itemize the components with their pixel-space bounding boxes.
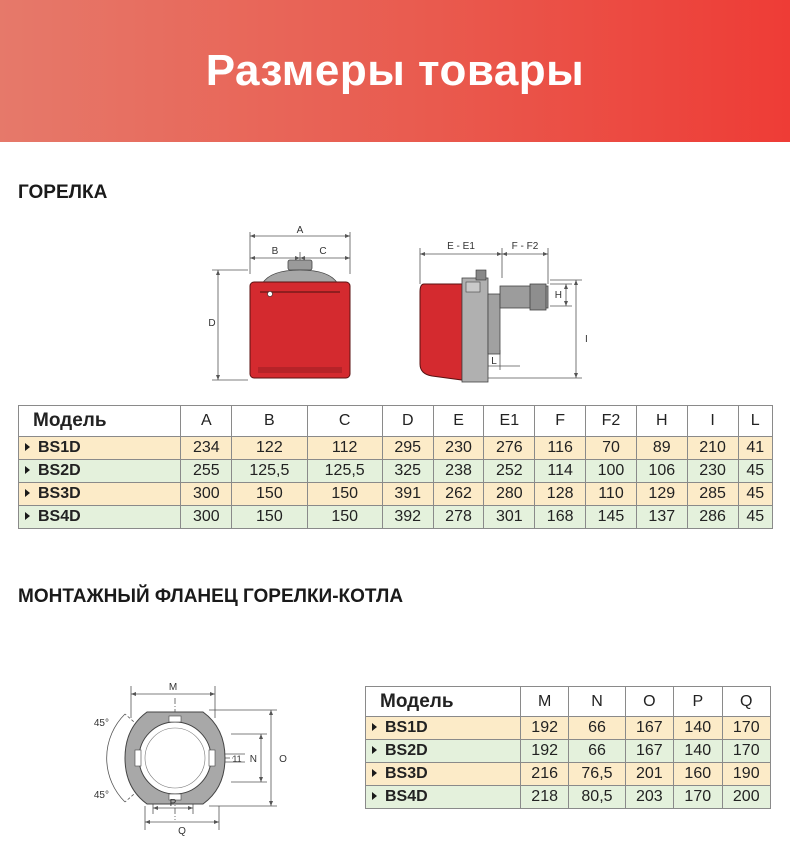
dimension-o-label: O [279,754,287,765]
table-cell: 210 [687,437,738,460]
table-header-cell: F2 [586,406,637,437]
table-header-cell: D [382,406,433,437]
table-cell: 41 [738,437,773,460]
table-cell: 192 [520,740,568,763]
dimension-d-label: D [208,318,216,329]
table-cell: 255 [181,460,232,483]
dimension-q-label: Q [178,826,186,837]
table-cell: 112 [307,437,382,460]
table-cell: 170 [674,786,722,809]
table-cell: 300 [181,506,232,529]
table-cell: 70 [586,437,637,460]
dimension-l-label: L [491,356,497,367]
dimension-i-label: I [585,334,588,345]
triangle-right-icon [25,512,30,520]
table-cell: 238 [433,460,484,483]
dimension-f-label: F - F2 [511,241,539,252]
dimension-a-label: A [296,225,304,236]
table-cell: 125,5 [307,460,382,483]
table-header-cell: Модель [366,687,521,717]
model-name: BS4D [385,788,428,805]
table-cell: 167 [625,717,673,740]
table-cell: 150 [232,483,307,506]
table-cell: 100 [586,460,637,483]
table-header-cell: A [181,406,232,437]
table-cell: 122 [232,437,307,460]
dimension-11-label: 11 [232,754,242,764]
table-cell: 140 [674,717,722,740]
flange-diagram [85,678,300,838]
table-cell: 200 [722,786,771,809]
table-cell: 167 [625,740,673,763]
table-row [366,786,771,809]
table-row [19,460,773,483]
table-header-cell: C [307,406,382,437]
table-cell: 66 [569,740,625,763]
table-row [366,740,771,763]
burner-side-diagram [410,238,600,388]
section-title-burner: ГОРЕЛКА [18,182,108,203]
table-cell: 216 [520,763,568,786]
page-title: Размеры товары [205,46,585,95]
model-name: BS2D [38,462,81,479]
table-header-cell: Q [722,687,771,717]
model-name: BS1D [38,439,81,456]
table-cell: 301 [484,506,535,529]
dimension-h-label: H [554,290,562,301]
table-header-cell: O [625,687,673,717]
table-cell: 391 [382,483,433,506]
model-name: BS3D [38,485,81,502]
burner-front-diagram [200,222,360,387]
table-cell: 45 [738,460,773,483]
model-cell [366,786,521,809]
table-cell: 170 [722,717,771,740]
table-cell: 89 [636,437,687,460]
table-cell: 252 [484,460,535,483]
table-cell: 76,5 [569,763,625,786]
triangle-right-icon [372,769,377,777]
flange-dimensions-table [365,686,771,809]
table-header-cell: Модель [19,406,181,437]
table-header-cell: P [674,687,722,717]
table-cell: 280 [484,483,535,506]
page-banner [0,0,790,142]
table-cell: 160 [674,763,722,786]
table-cell: 80,5 [569,786,625,809]
model-cell [19,437,181,460]
model-cell [19,460,181,483]
table-header-row [19,406,773,437]
dimension-b-label: B [271,246,279,257]
table-cell: 170 [722,740,771,763]
table-cell: 110 [586,483,637,506]
model-name: BS3D [385,765,428,782]
model-cell [366,740,521,763]
table-cell: 230 [433,437,484,460]
table-cell: 45 [738,506,773,529]
table-cell: 106 [636,460,687,483]
dimension-c-label: C [319,246,327,257]
table-header-cell: F [535,406,586,437]
table-cell: 234 [181,437,232,460]
dimension-m-label: M [168,682,178,693]
dimension-n-label: N [249,754,257,765]
table-cell: 129 [636,483,687,506]
table-cell: 286 [687,506,738,529]
model-name: BS2D [385,742,428,759]
table-header-cell: E1 [484,406,535,437]
triangle-right-icon [372,723,377,731]
model-name: BS4D [38,508,81,525]
table-cell: 190 [722,763,771,786]
table-header-cell: L [738,406,773,437]
table-header-cell: I [687,406,738,437]
model-name: BS1D [385,719,428,736]
table-cell: 66 [569,717,625,740]
table-header-cell: H [636,406,687,437]
table-cell: 392 [382,506,433,529]
model-cell [19,506,181,529]
table-cell: 295 [382,437,433,460]
table-cell: 325 [382,460,433,483]
table-cell: 45 [738,483,773,506]
burner-dimensions-table [18,405,773,529]
table-cell: 218 [520,786,568,809]
table-cell: 150 [307,506,382,529]
table-row [366,717,771,740]
table-row [366,763,771,786]
dimension-e-label: E - E1 [447,241,475,252]
angle-bottom-label: 45° [93,790,109,801]
table-cell: 203 [625,786,673,809]
section-title-flange: МОНТАЖНЫЙ ФЛАНЕЦ ГОРЕЛКИ-КОТЛА [18,586,404,607]
model-cell [366,717,521,740]
table-header-cell: N [569,687,625,717]
triangle-right-icon [25,443,30,451]
table-cell: 128 [535,483,586,506]
table-cell: 201 [625,763,673,786]
table-header-cell: E [433,406,484,437]
table-row [19,506,773,529]
model-cell [366,763,521,786]
triangle-right-icon [25,466,30,474]
table-cell: 262 [433,483,484,506]
triangle-right-icon [25,489,30,497]
table-cell: 150 [307,483,382,506]
table-cell: 140 [674,740,722,763]
table-cell: 300 [181,483,232,506]
table-cell: 116 [535,437,586,460]
table-cell: 276 [484,437,535,460]
table-cell: 145 [586,506,637,529]
table-cell: 278 [433,506,484,529]
table-cell: 168 [535,506,586,529]
angle-top-label: 45° [93,718,109,729]
triangle-right-icon [372,792,377,800]
table-cell: 125,5 [232,460,307,483]
table-cell: 114 [535,460,586,483]
model-cell [19,483,181,506]
table-row [19,437,773,460]
dimension-p-label: P [169,798,177,809]
table-cell: 285 [687,483,738,506]
triangle-right-icon [372,746,377,754]
table-row [19,483,773,506]
table-cell: 192 [520,717,568,740]
table-header-row [366,687,771,717]
table-cell: 150 [232,506,307,529]
table-cell: 137 [636,506,687,529]
table-header-cell: B [232,406,307,437]
table-header-cell: M [520,687,568,717]
table-cell: 230 [687,460,738,483]
